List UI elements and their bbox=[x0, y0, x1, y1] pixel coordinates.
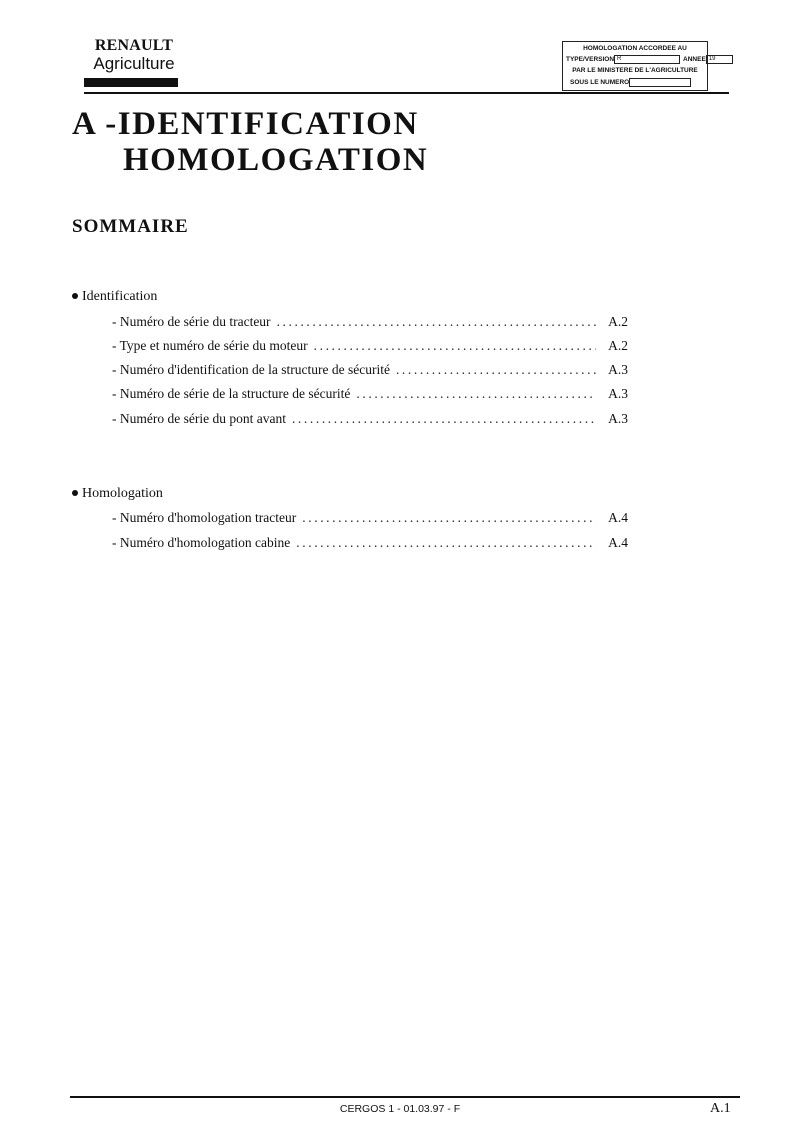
leader-dots bbox=[356, 386, 596, 402]
toc-entry[interactable] bbox=[112, 411, 628, 429]
type-version-field: R bbox=[614, 55, 680, 64]
page-title bbox=[72, 106, 428, 178]
leader-dots bbox=[314, 338, 596, 354]
toc-entry[interactable] bbox=[112, 386, 628, 404]
brand-bar bbox=[84, 78, 178, 87]
leader-dots bbox=[296, 535, 596, 551]
toc-entry[interactable] bbox=[112, 362, 628, 380]
type-version-label: TYPE/VERSION bbox=[566, 56, 615, 63]
brand-logo bbox=[84, 38, 184, 73]
toc-entry-page: A.3 bbox=[608, 362, 628, 377]
leader-dots bbox=[396, 362, 596, 378]
toc-entry-label: - Numéro d'identification de la structure de sécurité bbox=[112, 362, 390, 377]
page-title-line1: A -IDENTIFICATION bbox=[72, 106, 419, 142]
homologation-numero-row bbox=[570, 78, 691, 87]
sommaire-heading: SOMMAIRE bbox=[72, 216, 189, 237]
footer-doc-ref: CERGOS 1 - 01.03.97 - F bbox=[339, 1103, 461, 1115]
annee-field: 19 bbox=[706, 55, 733, 64]
toc-entry-page: A.2 bbox=[608, 314, 628, 329]
leader-dots bbox=[277, 314, 596, 330]
numero-label: SOUS LE NUMERO bbox=[570, 79, 630, 86]
toc-entry[interactable] bbox=[112, 535, 628, 553]
toc-entry[interactable] bbox=[112, 314, 628, 332]
header-rule bbox=[84, 92, 729, 94]
footer-page-number: A.1 bbox=[710, 1101, 731, 1116]
toc-entry-page: A.3 bbox=[608, 386, 628, 401]
homologation-line3: PAR LE MINISTERE DE L'AGRICULTURE bbox=[572, 67, 698, 74]
homologation-line1: HOMOLOGATION ACCORDEE AU bbox=[583, 45, 687, 52]
section-heading-identification bbox=[72, 289, 157, 305]
bullet-icon bbox=[72, 293, 78, 299]
toc-entry-page: A.4 bbox=[608, 510, 628, 525]
toc-entry-label: - Numéro d'homologation cabine bbox=[112, 535, 291, 550]
toc-entry-page: A.3 bbox=[608, 411, 628, 426]
toc-entry-page: A.4 bbox=[608, 535, 628, 550]
annee-label: ANNEE bbox=[683, 56, 706, 63]
section-heading-homologation bbox=[72, 486, 163, 502]
leader-dots bbox=[302, 510, 596, 526]
toc-entry-page: A.2 bbox=[608, 338, 628, 353]
section-heading-label: Identification bbox=[82, 289, 158, 304]
toc-entry-label: - Numéro d'homologation tracteur bbox=[112, 510, 297, 525]
brand-name: RENAULT bbox=[94, 37, 174, 54]
toc-entry-label: - Numéro de série du pont avant bbox=[112, 411, 286, 426]
toc-entry[interactable] bbox=[112, 338, 628, 356]
toc-entry[interactable] bbox=[112, 510, 628, 528]
section-heading-label: Homologation bbox=[82, 486, 163, 501]
toc-entry-label: - Type et numéro de série du moteur bbox=[112, 338, 308, 353]
brand-subtitle: Agriculture bbox=[93, 54, 175, 73]
homologation-stamp bbox=[562, 41, 716, 91]
leader-dots bbox=[292, 411, 596, 427]
toc-entry-label: - Numéro de série de la structure de sécurité bbox=[112, 386, 351, 401]
page-title-line2: HOMOLOGATION bbox=[123, 142, 429, 178]
bullet-icon bbox=[72, 490, 78, 496]
toc-entry-label: - Numéro de série du tracteur bbox=[112, 314, 271, 329]
homologation-type-row bbox=[566, 55, 733, 64]
footer-rule bbox=[70, 1096, 740, 1098]
numero-field bbox=[629, 78, 691, 87]
